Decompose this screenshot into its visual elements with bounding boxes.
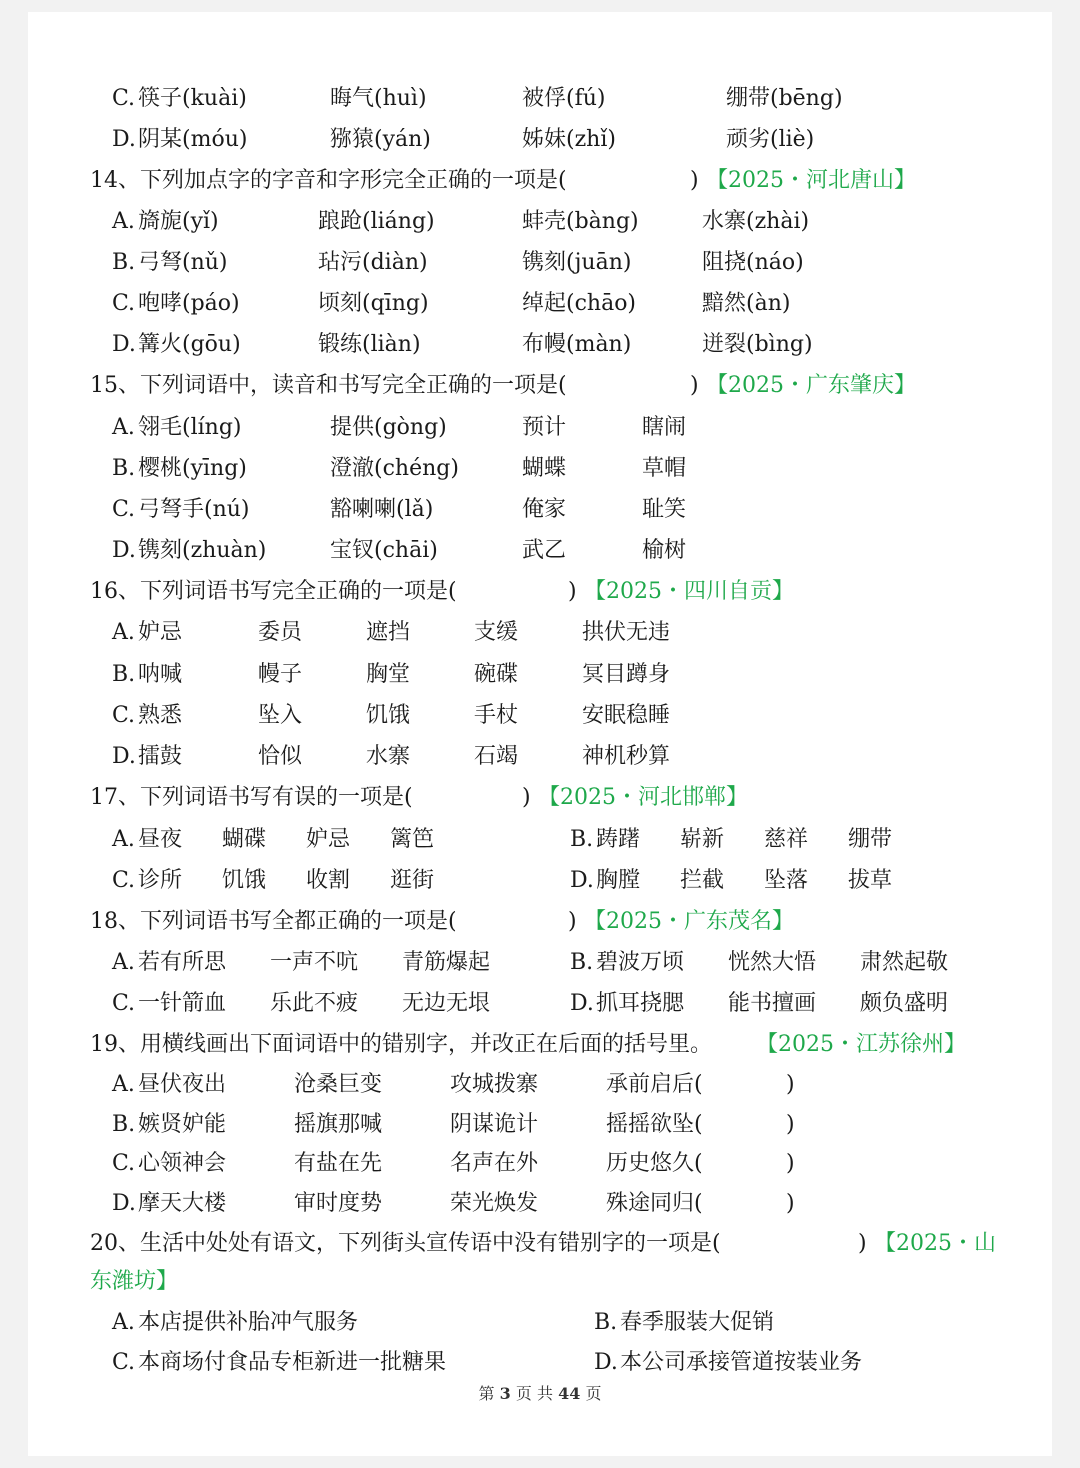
q15-option-c-label: C. xyxy=(112,497,136,522)
q20-option-d-text: 本公司承接管道按装业务 xyxy=(620,1350,863,1375)
q20-option-c-label: C. xyxy=(112,1350,136,1375)
page-footer xyxy=(0,1382,1080,1406)
q19-option-d-item-3: 荣光焕发 xyxy=(450,1191,539,1216)
q19-source: 【2025・江苏徐州】 xyxy=(756,1032,966,1057)
q16-stem: 16、下列词语书写完全正确的一项是( xyxy=(90,579,457,604)
q15-option-b-item-4: 草帽 xyxy=(642,456,687,481)
q19-option-c-item-4: 历史悠久( xyxy=(606,1151,703,1176)
q15-option-a-item-4: 瞎闹 xyxy=(642,415,687,440)
q18-option-c-item-3: 无边无垠 xyxy=(402,991,491,1016)
q13-option-d-item-1: 阴某(móu) xyxy=(138,127,248,152)
q17-option-d-item-3: 坠落 xyxy=(764,868,809,893)
q18-option-d-item-1: 抓耳挠腮 xyxy=(596,991,685,1016)
q14-stem: 14、下列加点字的字音和字形完全正确的一项是( xyxy=(90,168,567,193)
q16-source: 【2025・四川自贡】 xyxy=(584,579,794,604)
q14-option-c-item-1: 咆哮(páo) xyxy=(138,291,240,316)
q15-option-a-item-3: 预计 xyxy=(522,415,567,440)
q16-option-a-label: A. xyxy=(112,620,135,645)
q19-option-d-item-4: 殊途同归( xyxy=(606,1191,703,1216)
q14-option-a-label: A. xyxy=(112,209,135,234)
q16-option-c-item-1: 熟悉 xyxy=(138,703,183,728)
q15-close-paren: ) xyxy=(690,373,699,398)
q16-option-b-item-2: 幔子 xyxy=(258,662,303,687)
q17-option-b-item-4: 绷带 xyxy=(848,827,893,852)
q16-option-d-item-2: 恰似 xyxy=(258,744,303,769)
q18-option-a-item-1: 若有所思 xyxy=(138,950,227,975)
q13-option-c-label: C. xyxy=(112,86,136,111)
q15-option-a-item-2: 提供(gòng) xyxy=(330,415,447,440)
q18-option-b-item-1: 碧波万顷 xyxy=(596,950,685,975)
q19-option-a-item-2: 沧桑巨变 xyxy=(294,1072,383,1097)
q18-option-b-label: B. xyxy=(570,950,594,975)
q15-option-d-item-3: 武乙 xyxy=(522,538,567,563)
q18-option-b-item-3: 肃然起敬 xyxy=(860,950,949,975)
q19-option-c-item-1: 心领神会 xyxy=(138,1151,227,1176)
q18-source: 【2025・广东茂名】 xyxy=(584,909,794,934)
q20-option-d-label: D. xyxy=(594,1350,618,1375)
q19-option-c-item-3: 名声在外 xyxy=(450,1151,539,1176)
q16-option-d-item-5: 神机秒算 xyxy=(582,744,671,769)
footer-prefix: 第 xyxy=(478,1384,495,1403)
q17-option-c-item-2: 饥饿 xyxy=(222,868,267,893)
q18-option-a-label: A. xyxy=(112,950,135,975)
q19-option-a-label: A. xyxy=(112,1072,135,1097)
q20-stem: 20、生活中处处有语文，下列街头宣传语中没有错别字的一项是( xyxy=(90,1231,721,1256)
q16-option-a-item-5: 拱伏无违 xyxy=(582,620,671,645)
q15-option-d-label: D. xyxy=(112,538,136,563)
q16-option-b-item-5: 冥目蹲身 xyxy=(582,662,671,687)
q18-option-d-label: D. xyxy=(570,991,594,1016)
q18-option-d-item-3: 颇负盛明 xyxy=(860,991,949,1016)
q15-option-b-label: B. xyxy=(112,456,136,481)
q16-option-c-item-3: 饥饿 xyxy=(366,703,411,728)
q14-option-a-item-3: 蚌壳(bàng) xyxy=(522,209,639,234)
q15-option-c-item-4: 耻笑 xyxy=(642,497,687,522)
q15-option-c-item-3: 俺家 xyxy=(522,497,567,522)
q18-option-c-item-1: 一针箭血 xyxy=(138,991,227,1016)
q17-option-a-item-3: 妒忌 xyxy=(306,827,351,852)
q14-option-b-item-4: 阻挠(náo) xyxy=(702,250,804,275)
q14-option-a-item-4: 水寨(zhài) xyxy=(702,209,810,234)
q18-option-a-item-3: 青筋爆起 xyxy=(402,950,491,975)
q17-option-d-item-2: 拦截 xyxy=(680,868,725,893)
q16-option-d-item-3: 水寨 xyxy=(366,744,411,769)
q14-option-c-item-2: 顷刻(qīng) xyxy=(318,291,429,316)
footer-middle: 页 共 xyxy=(515,1384,553,1403)
q17-option-b-item-3: 慈祥 xyxy=(764,827,809,852)
q13-option-c-item-2: 晦气(huì) xyxy=(330,86,427,111)
q16-option-a-item-2: 委员 xyxy=(258,620,303,645)
q19-option-d-label: D. xyxy=(112,1191,136,1216)
q17-option-a-item-4: 篱笆 xyxy=(390,827,435,852)
q13-option-d-item-4: 顽劣(liè) xyxy=(726,127,815,152)
q13-option-c-item-1: 筷子(kuài) xyxy=(138,86,247,111)
q19-option-c-item-2: 有盐在先 xyxy=(294,1151,383,1176)
q14-option-c-item-4: 黯然(àn) xyxy=(702,291,791,316)
q16-close-paren: ) xyxy=(568,579,577,604)
q15-option-a-label: A. xyxy=(112,415,135,440)
q13-option-d-label: D. xyxy=(112,127,136,152)
q18-close-paren: ) xyxy=(568,909,577,934)
q19-option-b-item-2: 摇旗那喊 xyxy=(294,1112,383,1137)
q14-option-c-label: C. xyxy=(112,291,136,316)
q14-option-d-item-2: 锻练(liàn) xyxy=(318,332,421,357)
q19-option-d-item-1: 摩天大楼 xyxy=(138,1191,227,1216)
q19-option-d-item-2: 审时度势 xyxy=(294,1191,383,1216)
q15-option-a-item-1: 翎毛(líng) xyxy=(138,415,242,440)
q19-option-a-item-3: 攻城拨寨 xyxy=(450,1072,539,1097)
q16-option-b-item-4: 碗碟 xyxy=(474,662,519,687)
q17-option-c-item-1: 诊所 xyxy=(138,868,183,893)
q15-option-c-item-1: 弓弩手(nú) xyxy=(138,497,250,522)
q19-option-a-item-4: 承前启后( xyxy=(606,1072,703,1097)
q20-close-paren: ) xyxy=(858,1231,867,1256)
q17-option-b-item-2: 崭新 xyxy=(680,827,725,852)
q16-option-b-label: B. xyxy=(112,662,136,687)
q15-option-d-item-2: 宝钗(chāi) xyxy=(330,538,438,563)
q14-option-b-item-3: 镌刻(juān) xyxy=(522,250,632,275)
q20-source-line1: 【2025・山 xyxy=(874,1231,996,1256)
q17-option-b-label: B. xyxy=(570,827,594,852)
q17-source: 【2025・河北邯郸】 xyxy=(538,785,748,810)
q19-option-b-item-4: 摇摇欲坠( xyxy=(606,1112,703,1137)
q14-option-d-label: D. xyxy=(112,332,136,357)
q19-option-c-label: C. xyxy=(112,1151,136,1176)
q19-stem: 19、用横线画出下面词语中的错别字，并改正在后面的括号里。 xyxy=(90,1032,712,1057)
q17-option-c-label: C. xyxy=(112,868,136,893)
footer-page-number: 3 xyxy=(499,1384,511,1403)
q18-option-b-item-2: 恍然大悟 xyxy=(728,950,817,975)
q15-stem: 15、下列词语中，读音和书写完全正确的一项是( xyxy=(90,373,567,398)
footer-total-pages: 44 xyxy=(558,1384,581,1403)
q14-source: 【2025・河北唐山】 xyxy=(706,168,916,193)
q17-option-b-item-1: 踌躇 xyxy=(596,827,641,852)
q15-source: 【2025・广东肇庆】 xyxy=(706,373,916,398)
q16-option-a-item-4: 支缓 xyxy=(474,620,519,645)
q19-option-b-label: B. xyxy=(112,1112,136,1137)
q16-option-b-item-1: 呐喊 xyxy=(138,662,183,687)
q19-option-b-item-3: 阴谋诡计 xyxy=(450,1112,539,1137)
q14-option-d-item-3: 布幔(màn) xyxy=(522,332,632,357)
q15-option-c-item-2: 豁喇喇(lǎ) xyxy=(330,497,434,522)
q15-option-b-item-1: 樱桃(yīng) xyxy=(138,456,247,481)
q15-option-b-item-3: 蝴蝶 xyxy=(522,456,567,481)
q19-option-a-close-paren: ) xyxy=(786,1072,795,1097)
q18-stem: 18、下列词语书写全都正确的一项是( xyxy=(90,909,457,934)
q14-option-d-item-4: 迸裂(bìng) xyxy=(702,332,813,357)
q20-option-a-label: A. xyxy=(112,1310,135,1335)
q14-option-b-item-1: 弓弩(nǔ) xyxy=(138,250,228,275)
q16-option-d-item-4: 石竭 xyxy=(474,744,519,769)
q19-option-b-item-1: 嫉贤妒能 xyxy=(138,1112,227,1137)
q13-option-d-item-2: 猕猿(yán) xyxy=(330,127,431,152)
q17-option-d-label: D. xyxy=(570,868,594,893)
q18-option-a-item-2: 一声不吭 xyxy=(270,950,359,975)
q14-option-a-item-2: 踉跄(liáng) xyxy=(318,209,435,234)
q14-option-c-item-3: 绰起(chāo) xyxy=(522,291,637,316)
q19-option-b-close-paren: ) xyxy=(786,1112,795,1137)
q16-option-c-item-2: 坠入 xyxy=(258,703,303,728)
q20-option-b-label: B. xyxy=(594,1310,618,1335)
q17-option-d-item-4: 拔草 xyxy=(848,868,893,893)
q20-source-line2: 东潍坊】 xyxy=(90,1269,179,1294)
q13-option-c-item-4: 绷带(bēng) xyxy=(726,86,843,111)
q18-option-c-label: C. xyxy=(112,991,136,1016)
q20-option-c-text: 本商场付食品专柜新进一批糖果 xyxy=(138,1350,447,1375)
q16-option-a-item-1: 妒忌 xyxy=(138,620,183,645)
footer-suffix: 页 xyxy=(585,1384,602,1403)
q19-option-d-close-paren: ) xyxy=(786,1191,795,1216)
q17-option-a-label: A. xyxy=(112,827,135,852)
q17-close-paren: ) xyxy=(522,785,531,810)
q15-option-d-item-4: 榆树 xyxy=(642,538,687,563)
q14-option-d-item-1: 篝火(gōu) xyxy=(138,332,241,357)
q16-option-d-item-1: 擂鼓 xyxy=(138,744,183,769)
q17-option-d-item-1: 胸膛 xyxy=(596,868,641,893)
q15-option-d-item-1: 镌刻(zhuàn) xyxy=(138,538,267,563)
q19-option-c-close-paren: ) xyxy=(786,1151,795,1176)
q16-option-c-label: C. xyxy=(112,703,136,728)
q17-option-c-item-3: 收割 xyxy=(306,868,351,893)
q16-option-c-item-5: 安眠稳睡 xyxy=(582,703,671,728)
q19-option-a-item-1: 昼伏夜出 xyxy=(138,1072,227,1097)
q17-option-a-item-1: 昼夜 xyxy=(138,827,183,852)
q13-option-d-item-3: 姊妹(zhǐ) xyxy=(522,127,616,152)
q16-option-a-item-3: 遮挡 xyxy=(366,620,411,645)
q17-stem: 17、下列词语书写有误的一项是( xyxy=(90,785,413,810)
q17-option-c-item-4: 逛街 xyxy=(390,868,435,893)
q16-option-b-item-3: 胸堂 xyxy=(366,662,411,687)
q16-option-d-label: D. xyxy=(112,744,136,769)
q18-option-d-item-2: 能书擅画 xyxy=(728,991,817,1016)
q14-option-b-label: B. xyxy=(112,250,136,275)
q20-option-b-text: 春季服装大促销 xyxy=(620,1310,775,1335)
q14-option-a-item-1: 旖旎(yǐ) xyxy=(138,209,219,234)
q14-option-b-item-2: 玷污(diàn) xyxy=(318,250,428,275)
q17-option-a-item-2: 蝴碟 xyxy=(222,827,267,852)
q13-option-c-item-3: 被俘(fú) xyxy=(522,86,606,111)
q18-option-c-item-2: 乐此不疲 xyxy=(270,991,359,1016)
q16-option-c-item-4: 手杖 xyxy=(474,703,519,728)
q15-option-b-item-2: 澄澈(chéng) xyxy=(330,456,459,481)
q14-close-paren: ) xyxy=(690,168,699,193)
q20-option-a-text: 本店提供补胎冲气服务 xyxy=(138,1310,359,1335)
